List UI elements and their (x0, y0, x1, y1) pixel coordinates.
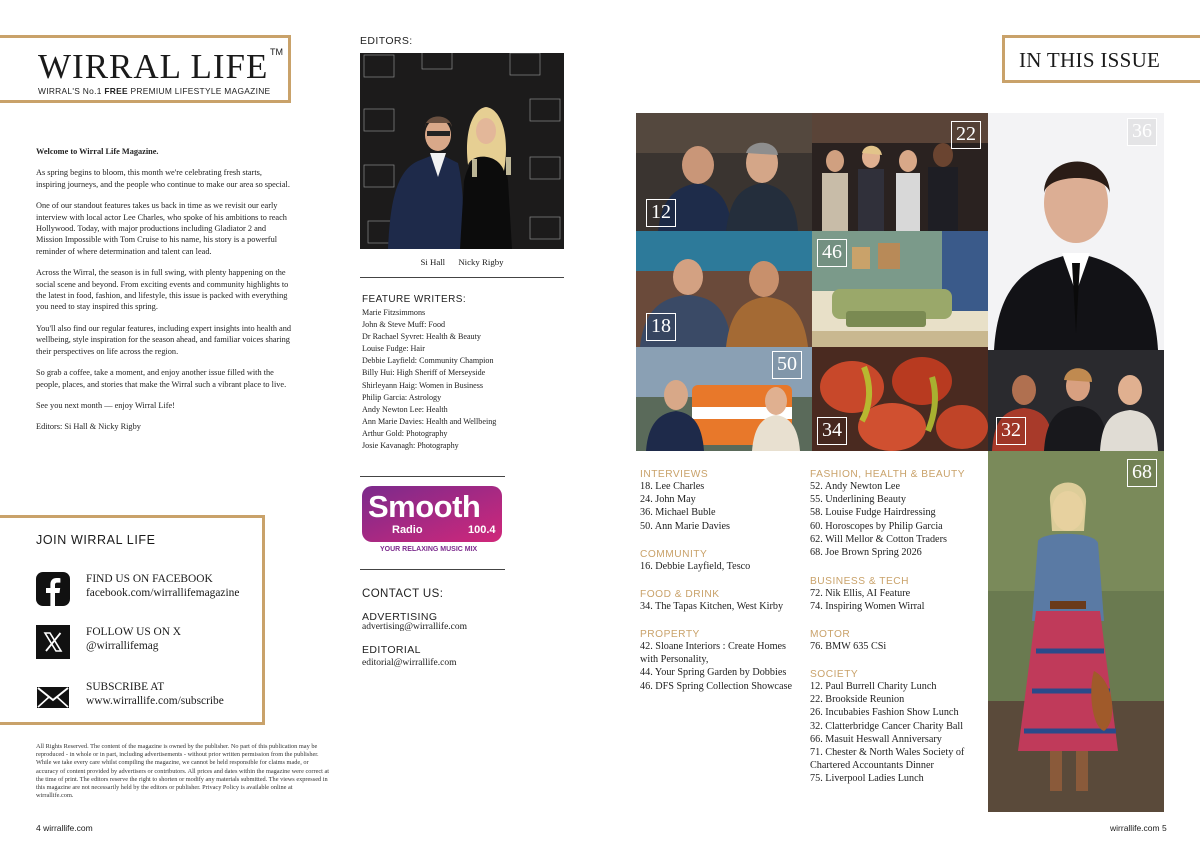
tile-50[interactable] (636, 347, 812, 451)
toc-category: INTERVIEWS (640, 469, 709, 480)
toc-section-property (640, 629, 792, 693)
toc-section-fashion (810, 469, 965, 559)
toc-item[interactable]: 68. Joe Brown Spring 2026 (810, 547, 922, 559)
masthead-title: WIRRAL LIFE (38, 47, 269, 86)
contact-heading: CONTACT US: (362, 588, 444, 600)
toc-item[interactable]: 32. Clatterbridge Cancer Charity Ball (810, 720, 964, 732)
welcome-paragraph: One of our standout features takes us back in time as we revisit our early interview with local actor Lee Charles, who spoke of his ambitions to reach Hollywood. Today, with major productions including Gladiator 2 and Mission Impossible with Tom Cruise to his name, his story is a powerful reminder of where determination and talent can lead. (36, 201, 287, 256)
toc-item[interactable]: with Personality, (640, 654, 709, 666)
toc-item[interactable]: 12. Paul Burrell Charity Lunch (810, 681, 937, 692)
legal-notice: All Rights Reserved. The content of the magazine is owned by the publisher. No part of this publication may be reproduced - in whole or in part, including advertisements - without prior written permission from the publisher. While we take every care whilst compiling the magazine, we cannot be held responsible for claims made, or accuracy of content provided by advertisers or contributors. All prices and dates within the magazine were correct at the time of print. The editors reserve the right to shorten or modify any materials submitted. The views expressed in this magazine are not necessarily held by the editors or publisher. Privacy Policy is available online at wirrallife.com. (36, 743, 330, 800)
writer-item: Philip Garcia: Astrology (362, 392, 442, 402)
writer-item: Andy Newton Lee: Health (362, 404, 448, 414)
join-box (0, 515, 265, 725)
toc-item[interactable]: 34. The Tapas Kitchen, West Kirby (640, 601, 784, 612)
smooth-frequency: 100.4 (468, 524, 496, 536)
writer-item: Marie Fitzsimmons (362, 308, 426, 317)
page-number-right: wirrallife.com 5 (1110, 823, 1167, 833)
divider (360, 476, 505, 477)
writers-heading: FEATURE WRITERS: (362, 294, 466, 305)
toc-section-society (810, 669, 964, 786)
toc-item[interactable]: 60. Horoscopes by Philip Garcia (810, 520, 943, 532)
tile-number: 68 (1127, 459, 1157, 487)
toc-item[interactable]: 55. Underlining Beauty (810, 494, 906, 506)
toc-item[interactable]: 46. DFS Spring Collection Showcase (640, 680, 792, 692)
advertising-label: ADVERTISING (362, 611, 438, 623)
toc-item[interactable]: 52. Andy Newton Lee (810, 481, 900, 492)
x-icon (36, 625, 70, 659)
welcome-paragraph: See you next month — enjoy Wirral Life! (36, 400, 175, 410)
writers-list (362, 307, 562, 452)
toc-section-motor (810, 629, 886, 653)
tile-12[interactable] (636, 113, 812, 231)
tile-32[interactable] (988, 350, 1164, 451)
tile-number: 22 (951, 121, 981, 149)
subscribe-label: SUBSCRIBE AT www.wirrallife.com/subscribe (86, 681, 224, 707)
toc-section-interviews (640, 469, 730, 533)
toc-item[interactable]: 22. Brookside Reunion (810, 694, 905, 706)
tile-number: 50 (772, 351, 802, 379)
toc-section-business (810, 576, 924, 613)
smooth-name: Smooth (368, 489, 481, 524)
toc-item[interactable]: 72. Nik Ellis, AI Feature (810, 588, 911, 599)
writer-item: Ann Marie Davies: Health and Wellbeing (362, 416, 497, 426)
masthead-tagline: WIRRAL'S No.1 FREE PREMIUM LIFESTYLE MAGAZINE (38, 86, 271, 96)
welcome-paragraph: So grab a coffee, take a moment, and enjoy another issue filled with the people, places, and stories that make the Wirral such a vibrant place to live. (36, 368, 287, 389)
x-link[interactable] (36, 625, 256, 665)
editors-heading: EDITORS: (360, 35, 413, 47)
in-this-issue-box (1002, 35, 1200, 83)
toc-item[interactable]: 18. Lee Charles (640, 481, 705, 492)
toc-item[interactable]: 26. Incubabies Fashion Show Lunch (810, 707, 959, 719)
divider (360, 569, 505, 570)
toc-section-food-drink (640, 589, 783, 613)
writer-item: Louise Fudge: Hair (362, 344, 425, 354)
tile-34[interactable] (812, 347, 988, 451)
tile-36[interactable] (988, 113, 1164, 350)
smooth-radio-word: Radio (392, 524, 423, 536)
toc-item[interactable]: 42. Sloane Interiors : Create Homes (640, 641, 786, 652)
toc-category: SOCIETY (810, 669, 859, 680)
page-number-left: 4 wirrallife.com (36, 823, 93, 833)
welcome-letter (36, 146, 292, 443)
tile-68[interactable] (988, 451, 1164, 812)
editorial-label: EDITORIAL (362, 644, 421, 656)
welcome-heading: Welcome to Wirral Life Magazine. (36, 147, 159, 156)
editors-photo (360, 53, 564, 249)
toc-category: COMMUNITY (640, 549, 708, 560)
editors-photo-art (360, 53, 564, 249)
toc-item[interactable]: 71. Chester & North Wales Society of (810, 747, 965, 759)
tile-18[interactable] (636, 231, 812, 347)
tile-36-photo (988, 113, 1164, 350)
tile-number: 32 (996, 417, 1026, 445)
toc-item[interactable]: 62. Will Mellor & Cotton Traders (810, 533, 947, 545)
toc-category: MOTOR (810, 629, 851, 640)
tile-number: 18 (646, 313, 676, 341)
tile-68-photo (988, 451, 1164, 812)
toc-item[interactable]: 66. Masuit Heswall Anniversary (810, 733, 942, 745)
toc-item[interactable]: 36. Michael Buble (640, 507, 716, 519)
toc-item[interactable]: 44. Your Spring Garden by Dobbies (640, 667, 787, 679)
envelope-icon (36, 680, 70, 714)
toc-item[interactable]: 58. Louise Fudge Hairdressing (810, 507, 936, 519)
editor-names (360, 257, 564, 267)
subscribe-link[interactable] (36, 680, 256, 720)
tile-number: 46 (817, 239, 847, 267)
trademark-mark: TM (270, 47, 283, 57)
toc-item[interactable]: 50. Ann Marie Davies (640, 520, 730, 532)
smooth-radio-logo[interactable] (362, 486, 504, 558)
toc-category: FASHION, HEALTH & BEAUTY (810, 469, 966, 480)
toc-item[interactable]: Chartered Accountants Dinner (810, 760, 934, 772)
tile-number: 12 (646, 199, 676, 227)
toc-item[interactable]: 24. John May (640, 494, 696, 506)
masthead (0, 35, 291, 103)
tile-number: 34 (817, 417, 847, 445)
toc-category: PROPERTY (640, 629, 700, 640)
toc-section-community (640, 549, 750, 573)
tile-number: 36 (1127, 118, 1157, 146)
tile-46[interactable] (812, 231, 988, 347)
writer-item: Arthur Gold: Photography (362, 428, 448, 438)
join-title: JOIN WIRRAL LIFE (36, 533, 156, 547)
facebook-label: FIND US ON FACEBOOK facebook.com/wirrallifemagazine (86, 573, 240, 599)
toc-category: BUSINESS & TECH (810, 576, 910, 587)
smooth-slogan: YOUR RELAXING MUSIC MIX (380, 546, 478, 553)
writer-item: Debbie Layfield: Community Champion (362, 356, 494, 366)
tile-22[interactable] (812, 113, 988, 231)
writer-item: Shirleyann Haig: Women in Business (362, 380, 484, 390)
toc-category: FOOD & DRINK (640, 589, 720, 600)
toc-item[interactable]: 76. BMW 635 CSi (810, 641, 887, 652)
writer-item: Billy Hui: High Sheriff of Merseyside (362, 368, 486, 378)
advertising-email[interactable]: advertising@wirrallife.com (362, 622, 468, 632)
toc-item[interactable]: 16. Debbie Layfield, Tesco (640, 561, 751, 572)
welcome-signoff: Editors: Si Hall & Nicky Rigby (36, 422, 141, 432)
editor-name-right: Nicky Rigby (458, 257, 504, 267)
facebook-link[interactable] (36, 572, 256, 612)
welcome-paragraph: Across the Wirral, the season is in full swing, with plenty happening on the social scene and beyond. From exciting events and community highlights to the latest in food, fashion, and lifestyle, this issue is packed with everything you need to stay inspired this spring. (36, 268, 289, 312)
toc-item[interactable]: 75. Liverpool Ladies Lunch (810, 773, 924, 785)
toc-item[interactable]: 74. Inspiring Women Wirral (810, 601, 925, 613)
facebook-icon (36, 572, 70, 606)
editorial-email[interactable]: editorial@wirrallife.com (362, 658, 457, 668)
writer-item: John & Steve Muff: Food (362, 320, 446, 330)
writer-item: Josie Kavanagh: Photography (362, 441, 459, 451)
in-this-issue-title: IN THIS ISSUE (1019, 48, 1161, 72)
x-label: FOLLOW US ON X @wirrallifemag (86, 626, 182, 652)
welcome-paragraph: As spring begins to bloom, this month we're celebrating fresh starts, inspiring journeys, and the people who continue to make our area so special. (36, 168, 290, 189)
divider (360, 277, 564, 278)
writer-item: Dr Rachael Syvret: Health & Beauty (362, 332, 481, 342)
editor-name-left: Si Hall (420, 257, 446, 267)
welcome-paragraph: You'll also find our regular features, including expert insights into health and wellbeing, style inspiration for the season ahead, and familiar voices sharing their perspectives on life across the region. (36, 323, 292, 356)
